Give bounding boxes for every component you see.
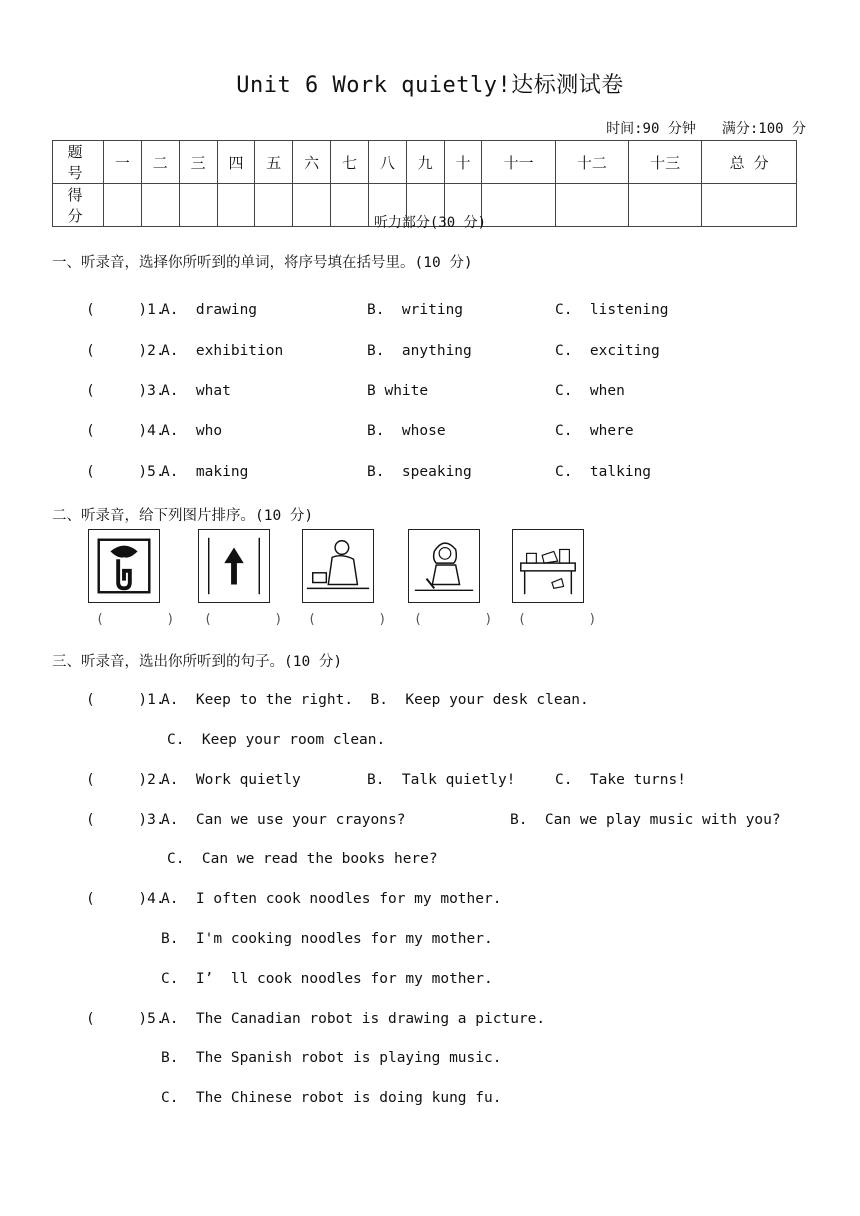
option-a: A. I often cook noodles for my mother.	[161, 891, 502, 907]
score-table-header-row	[53, 141, 797, 184]
score-col-7: 七	[331, 141, 369, 184]
option-b: B. speaking	[367, 464, 472, 480]
option-b: B. I'm cooking noodles for my mother.	[161, 931, 493, 947]
page-title: Unit 6 Work quietly!达标测试卷	[236, 73, 624, 98]
option-c: C. exciting	[555, 343, 660, 359]
no-talking-sign-icon	[88, 529, 160, 603]
part2-title: 二、听录音，给下列图片排序。(10 分)	[52, 508, 314, 524]
score-label: 得 分	[53, 184, 104, 227]
picture-order-blank-1[interactable]: ( )	[96, 612, 175, 627]
option-b: B. whose	[367, 423, 446, 439]
picture-order-blank-3[interactable]: ( )	[308, 612, 387, 627]
question-number: ( )1.	[86, 302, 165, 318]
score-col-5: 五	[255, 141, 293, 184]
score-col-4: 四	[217, 141, 255, 184]
listening-section-header: 听力部分(30 分)	[373, 215, 487, 231]
score-col-total: 总 分	[702, 141, 797, 184]
option-b: B white	[367, 383, 429, 399]
score-col-3: 三	[179, 141, 217, 184]
picture-order-blank-2[interactable]: ( )	[204, 612, 283, 627]
question-number: ( )1.	[86, 692, 165, 708]
option-c: C. Take turns!	[555, 772, 686, 788]
option-a: A. who	[161, 423, 223, 439]
part3-title: 三、听录音，选出你所听到的句子。(10 分)	[52, 654, 343, 670]
question-number: ( )4.	[86, 423, 165, 439]
question-number: ( )2.	[86, 343, 165, 359]
question-number: ( )5.	[86, 1011, 165, 1027]
picture-order-blank-4[interactable]: ( )	[414, 612, 493, 627]
score-col-13: 十三	[629, 141, 702, 184]
option-c: C. talking	[555, 464, 652, 480]
score-col-1: 一	[104, 141, 142, 184]
question-number: ( )2.	[86, 772, 165, 788]
option-c: C. when	[555, 383, 625, 399]
option-c: C. Keep your room clean.	[167, 732, 386, 748]
option-a: A. what	[161, 383, 231, 399]
option-a: A. Work quietly	[161, 772, 301, 788]
score-col-6: 六	[293, 141, 331, 184]
man-reading-icon	[302, 529, 374, 603]
score-col-2: 二	[141, 141, 179, 184]
question-number: ( )4.	[86, 891, 165, 907]
girl-writing-icon	[408, 529, 480, 603]
question-number-label: 题 号	[53, 141, 104, 184]
option-a-b: A. Keep to the right. B. Keep your desk clean.	[161, 692, 589, 708]
exam-meta	[606, 118, 806, 138]
messy-desk-icon	[512, 529, 584, 603]
score-col-12: 十二	[555, 141, 628, 184]
full-score: 满分:100 分	[721, 121, 806, 137]
question-number: ( )5.	[86, 464, 165, 480]
score-col-10: 十	[444, 141, 482, 184]
option-c: C. I’ ll cook noodles for my mother.	[161, 971, 493, 987]
option-c: C. Can we read the books here?	[167, 851, 438, 867]
option-c: C. The Chinese robot is doing kung fu.	[161, 1090, 502, 1106]
question-number: ( )3.	[86, 383, 165, 399]
part1-title: 一、听录音，选择你所听到的单词，将序号填在括号里。(10 分)	[52, 255, 473, 271]
option-b: B. The Spanish robot is playing music.	[161, 1050, 502, 1066]
up-arrow-icon	[198, 529, 270, 603]
question-number: ( )3.	[86, 812, 165, 828]
score-col-11: 十一	[482, 141, 555, 184]
option-b: B. Talk quietly!	[367, 772, 516, 788]
option-c: C. where	[555, 423, 634, 439]
option-a: A. exhibition	[161, 343, 284, 359]
option-a: A. The Canadian robot is drawing a picture.	[161, 1011, 546, 1027]
picture-order-blank-5[interactable]: ( )	[518, 612, 597, 627]
option-a: A. making	[161, 464, 249, 480]
score-col-9: 九	[406, 141, 444, 184]
option-b: B. anything	[367, 343, 472, 359]
option-b: B. writing	[367, 302, 464, 318]
option-b: B. Can we play music with you?	[510, 812, 781, 828]
time-limit: 时间:90 分钟	[606, 121, 696, 137]
score-col-8: 八	[368, 141, 406, 184]
option-c: C. listening	[555, 302, 669, 318]
option-a: A. drawing	[161, 302, 258, 318]
option-a: A. Can we use your crayons?	[161, 812, 406, 828]
